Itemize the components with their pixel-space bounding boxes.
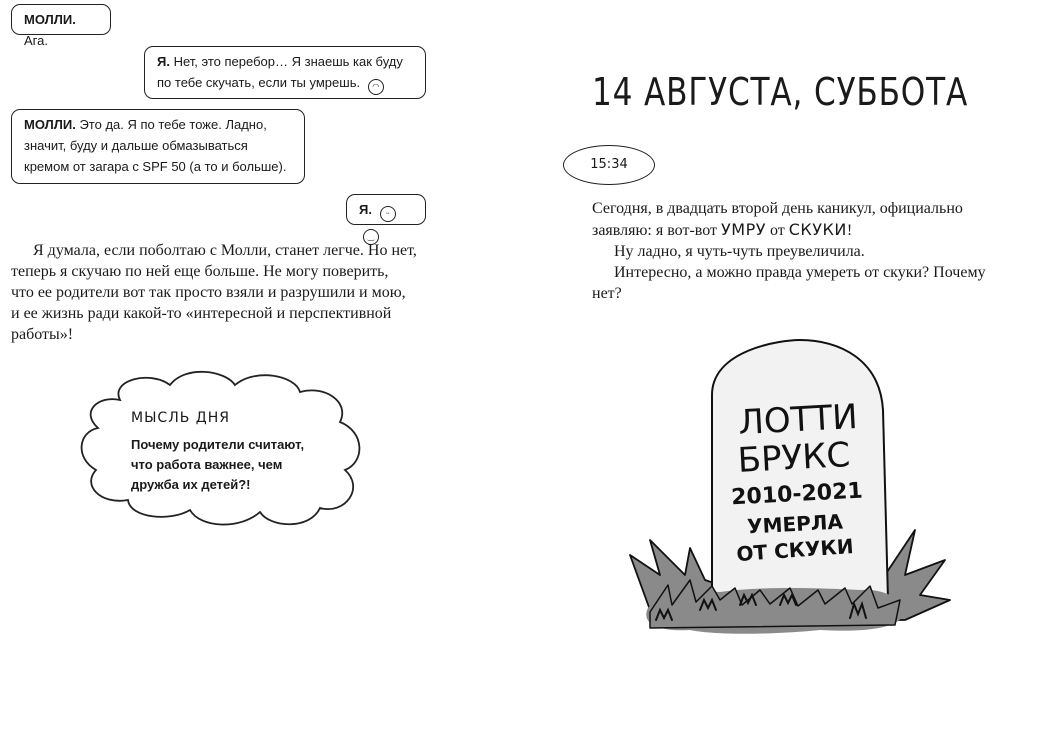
speaker-label: Я. <box>359 202 372 217</box>
entry-line: Сегодня, в двадцать второй день каникул, официально <box>592 200 963 217</box>
speaker-label: МОЛЛИ. <box>24 12 76 27</box>
tombstone-years: 2010-2021 <box>730 478 864 511</box>
tombstone-epitaph-2: ОТ СКУКИ <box>735 533 855 567</box>
entry-text-part: заявляю: я вот-вот <box>592 222 722 239</box>
message-text: Ага. <box>24 33 48 48</box>
entry-text-part: ! <box>846 222 853 239</box>
tombstone-epitaph-1: УМЕРЛА <box>746 509 844 539</box>
entry-text <box>592 198 1012 304</box>
message-text: по тебе скучать, если ты умрешь. <box>157 75 361 90</box>
smile-face-icon: ‿ <box>363 229 379 245</box>
paragraph-line: Я думала, если поболтаю с Молли, станет легче. Но нет, <box>33 242 417 259</box>
message-text: значит, буду и дальше обмазываться <box>24 138 248 153</box>
thought-line: дружба их детей?! <box>131 477 251 492</box>
thought-line: что работа важнее, чем <box>131 457 283 472</box>
entry-date-heading: 14 АВГУСТА, СУББОТА <box>592 70 969 114</box>
paragraph-line: теперь я скучаю по ней еще больше. Не могу поверить, <box>11 263 389 280</box>
message-text: Это да. Я по тебе тоже. Ладно, <box>79 117 267 132</box>
entry-text-part: от <box>765 222 789 239</box>
thought-of-the-day <box>131 410 341 495</box>
entry-line <box>592 219 1012 241</box>
message-text: кремом от загара с SPF 50 (а то и больше). <box>24 159 287 174</box>
entry-line: Интересно, а можно правда умереть от скуки? Почему нет? <box>592 264 986 302</box>
tombstone-name-first: ЛОТТИ <box>737 396 859 444</box>
entry-emphasis: СКУКИ <box>788 220 847 239</box>
kiss-face-icon: ᵕ <box>380 206 396 222</box>
tombstone-name-last: БРУКС <box>736 435 852 481</box>
message-text: Нет, это перебор… Я знаешь как буду <box>173 54 403 69</box>
paragraph-line: работы»! <box>11 326 74 343</box>
paragraph-line: и ее жизнь ради какой-то «интересной и перспективной <box>11 305 392 322</box>
sad-face-icon: ◠ <box>368 79 384 95</box>
paragraph-line: что ее родители вот так просто взяли и разрушили и мою, <box>11 284 406 301</box>
entry-time: 15:34 <box>563 145 655 185</box>
thought-title: МЫСЛЬ ДНЯ <box>131 410 230 426</box>
thought-body <box>131 435 341 495</box>
speaker-label: Я. <box>157 54 170 69</box>
entry-line: Ну ладно, я чуть-чуть преувеличила. <box>614 243 865 260</box>
entry-emphasis: УМРУ <box>721 220 766 239</box>
speaker-label: МОЛЛИ. <box>24 117 76 132</box>
thought-line: Почему родители считают, <box>131 437 305 452</box>
